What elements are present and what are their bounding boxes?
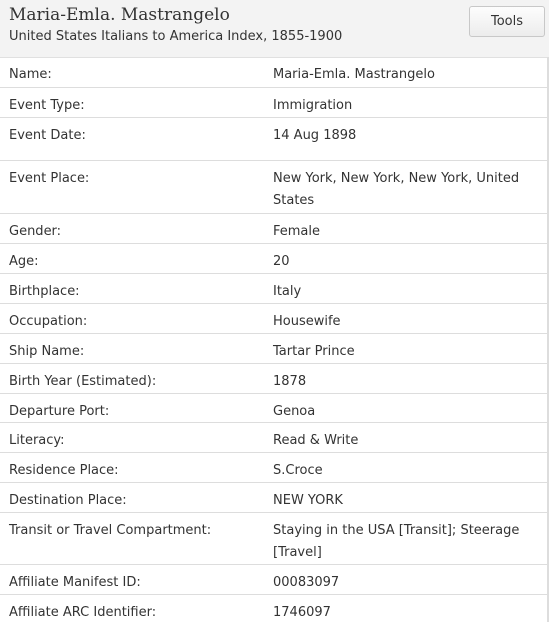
record-details-table <box>0 57 549 622</box>
field-value: 1878 <box>273 374 307 389</box>
table-row <box>0 334 547 364</box>
table-row <box>0 453 547 483</box>
field-value: Italy <box>273 284 302 299</box>
record-title: Maria-Emla. Mastrangelo <box>9 5 230 25</box>
table-row <box>0 423 547 453</box>
record-header <box>0 0 549 58</box>
table-row <box>0 88 547 118</box>
field-label: Destination Place: <box>9 493 127 508</box>
field-value: Immigration <box>273 98 353 113</box>
field-value: New York, New York, New York, United States <box>273 171 520 208</box>
field-value: 14 Aug 1898 <box>273 128 357 143</box>
field-label: Transit or Travel Compartment: <box>9 523 212 538</box>
field-label: Departure Port: <box>9 404 110 419</box>
field-value: Housewife <box>273 314 341 329</box>
field-label: Residence Place: <box>9 463 119 478</box>
field-value: Read & Write <box>273 433 359 448</box>
field-label: Affiliate Manifest ID: <box>9 575 141 590</box>
table-row <box>0 394 547 423</box>
table-row <box>0 513 547 565</box>
field-value: NEW YORK <box>273 493 343 508</box>
table-row <box>0 364 547 394</box>
field-label: Birthplace: <box>9 284 80 299</box>
field-value: 1746097 <box>273 605 331 620</box>
field-value: Staying in the USA [Transit]; Steerage [Travel] <box>273 523 520 560</box>
table-row <box>0 565 547 595</box>
field-label: Age: <box>9 254 39 269</box>
field-value: Maria-Emla. Mastrangelo <box>273 67 435 82</box>
field-value: Female <box>273 224 321 239</box>
field-value: Tartar Prince <box>273 344 355 359</box>
tools-button[interactable]: Tools <box>469 6 545 37</box>
collection-name[interactable]: United States Italians to America Index, 1855-1900 <box>9 29 343 44</box>
table-row <box>0 304 547 334</box>
field-label: Birth Year (Estimated): <box>9 374 157 389</box>
field-value: 20 <box>273 254 290 269</box>
field-value: S.Croce <box>273 463 323 478</box>
field-label: Event Type: <box>9 98 85 113</box>
field-label: Gender: <box>9 224 62 239</box>
table-row <box>0 57 547 88</box>
table-row <box>0 244 547 274</box>
table-row <box>0 483 547 513</box>
table-row <box>0 161 547 214</box>
field-value: 00083097 <box>273 575 340 590</box>
field-label: Affiliate ARC Identifier: <box>9 605 157 620</box>
field-label: Occupation: <box>9 314 88 329</box>
field-label: Name: <box>9 67 52 82</box>
field-value: Genoa <box>273 404 316 419</box>
field-label: Event Place: <box>9 171 90 186</box>
field-label: Event Date: <box>9 128 86 143</box>
field-label: Ship Name: <box>9 344 85 359</box>
table-row <box>0 595 547 622</box>
table-row <box>0 214 547 244</box>
table-row <box>0 118 547 161</box>
field-label: Literacy: <box>9 433 65 448</box>
table-row <box>0 274 547 304</box>
